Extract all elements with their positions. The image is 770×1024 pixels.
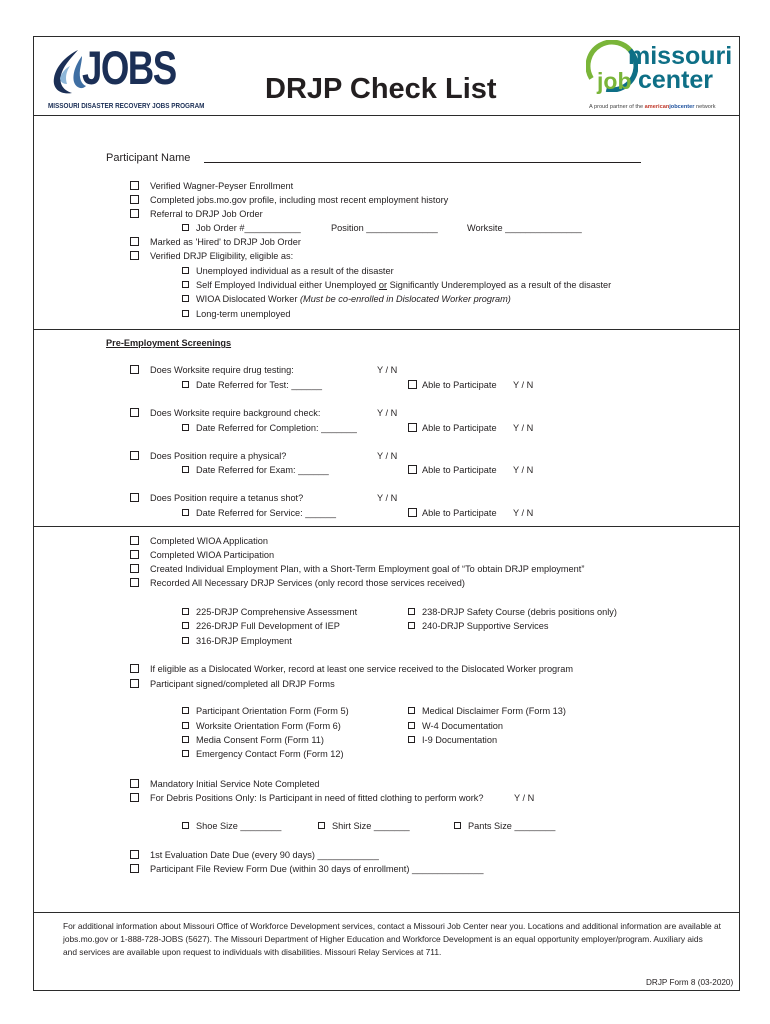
screening-question: Does Position require a physical?: [150, 451, 287, 461]
checkbox[interactable]: [182, 736, 189, 743]
jobs-logo-wordmark: JOBS: [82, 41, 176, 94]
checkbox[interactable]: [130, 365, 139, 374]
form-option: Medical Disclaimer Form (Form 13): [422, 706, 566, 716]
footer-line: For additional information about Missouri Office of Workforce Development services, contact a Missouri Job Center near you. Locations and additional information are available at: [63, 921, 721, 931]
form-option: Emergency Contact Form (Form 12): [196, 749, 344, 759]
date-referred-field[interactable]: Date Referred for Test: ______: [196, 380, 322, 390]
form-option: Worksite Orientation Form (Form 6): [196, 721, 341, 731]
checkbox[interactable]: [182, 224, 189, 231]
position-field[interactable]: Position ______________: [331, 223, 438, 233]
footer-divider: [33, 912, 740, 913]
service-option: 238-DRJP Safety Course (debris positions only): [422, 607, 617, 617]
service-option: 240-DRJP Supportive Services: [422, 621, 549, 631]
service-option: 226-DRJP Full Development of IEP: [196, 621, 340, 631]
yes-no[interactable]: Y / N: [513, 465, 534, 475]
shoe-size-field[interactable]: Shoe Size ________: [196, 821, 282, 831]
section-divider-2: [33, 526, 740, 527]
list-item: Created Individual Employment Plan, with a Short-Term Employment goal of “To obtain DRJP employment”: [150, 564, 585, 574]
checkbox[interactable]: [130, 679, 139, 688]
checkbox[interactable]: [454, 822, 461, 829]
list-item: Completed WIOA Application: [150, 536, 268, 546]
shirt-size-field[interactable]: Shirt Size _______: [332, 821, 410, 831]
checkbox[interactable]: [408, 465, 417, 474]
yes-no[interactable]: Y / N: [377, 493, 398, 503]
checkbox[interactable]: [182, 622, 189, 629]
checkbox[interactable]: [408, 423, 417, 432]
section-divider-1: [33, 329, 740, 330]
page-frame: [33, 36, 740, 991]
eligibility-option: Long-term unemployed: [196, 309, 291, 319]
eligibility-option: Self Employed Individual either Unemployed or Significantly Underemployed as a result of the disaster: [196, 280, 612, 290]
checkbox[interactable]: [408, 736, 415, 743]
yes-no[interactable]: Y / N: [513, 423, 534, 433]
able-to-participate: Able to Participate: [422, 423, 497, 433]
checkbox[interactable]: [318, 822, 325, 829]
section-heading: Pre-Employment Screenings: [106, 338, 232, 348]
logo-word-job: job: [597, 68, 632, 94]
footer-line: jobs.mo.gov or 1-888-728-JOBS (5627). The Missouri Department of Higher Education and Workforce Development is an equal opportunity employer/program. Auxiliary aids: [63, 934, 703, 944]
checkbox[interactable]: [182, 466, 189, 473]
checkbox[interactable]: [182, 509, 189, 516]
able-to-participate: Able to Participate: [422, 380, 497, 390]
worksite-field[interactable]: Worksite _______________: [467, 223, 582, 233]
checkbox[interactable]: [130, 850, 139, 859]
checkbox[interactable]: [182, 822, 189, 829]
yes-no[interactable]: Y / N: [513, 508, 534, 518]
checkbox[interactable]: [130, 564, 139, 573]
yes-no[interactable]: Y / N: [377, 408, 398, 418]
participant-name-field[interactable]: [204, 162, 641, 163]
checkbox[interactable]: [130, 664, 139, 673]
logo-word-center: center: [638, 66, 714, 94]
checkbox[interactable]: [130, 550, 139, 559]
pants-size-field[interactable]: Pants Size ________: [468, 821, 556, 831]
yes-no[interactable]: Y / N: [377, 365, 398, 375]
checkbox[interactable]: [408, 722, 415, 729]
checkbox[interactable]: [130, 181, 139, 190]
date-referred-field[interactable]: Date Referred for Exam: ______: [196, 465, 329, 475]
list-item: For Debris Positions Only: Is Participant in need of fitted clothing to perform work?: [150, 793, 484, 803]
checkbox[interactable]: [130, 578, 139, 587]
missouri-job-center-logo: [586, 40, 736, 112]
screening-question: Does Worksite require drug testing:: [150, 365, 294, 375]
service-option: 316-DRJP Employment: [196, 636, 292, 646]
yes-no[interactable]: Y / N: [377, 451, 398, 461]
list-item: Recorded All Necessary DRJP Services (only record those services received): [150, 578, 465, 588]
checkbox[interactable]: [408, 622, 415, 629]
checkbox[interactable]: [182, 750, 189, 757]
checkbox[interactable]: [182, 295, 189, 302]
checkbox[interactable]: [408, 380, 417, 389]
list-item: Verified Wagner-Peyser Enrollment: [150, 181, 294, 191]
checkbox[interactable]: [182, 267, 189, 274]
checkbox[interactable]: [130, 195, 139, 204]
screening-question: Does Position require a tetanus shot?: [150, 493, 304, 503]
list-item: If eligible as a Dislocated Worker, record at least one service received to the Dislocated Worker program: [150, 664, 573, 674]
checkbox[interactable]: [182, 608, 189, 615]
checkbox[interactable]: [130, 779, 139, 788]
participant-name-label: Participant Name: [106, 152, 191, 164]
list-item: Mandatory Initial Service Note Completed: [150, 779, 320, 789]
logo-tagline: A proud partner of the americanjobcenter network: [589, 104, 716, 110]
checkbox[interactable]: [130, 237, 139, 246]
checkbox[interactable]: [130, 864, 139, 873]
checkbox[interactable]: [182, 722, 189, 729]
checkbox[interactable]: [130, 251, 139, 260]
list-item: Referral to DRJP Job Order: [150, 209, 263, 219]
yes-no[interactable]: Y / N: [513, 380, 534, 390]
checkbox[interactable]: [408, 608, 415, 615]
list-item: Completed jobs.mo.gov profile, including most recent employment history: [150, 195, 449, 205]
page-title: DRJP Check List: [265, 73, 497, 105]
able-to-participate: Able to Participate: [422, 508, 497, 518]
checkbox[interactable]: [182, 381, 189, 388]
job-order-field[interactable]: Job Order #___________: [196, 223, 301, 233]
form-option: W-4 Documentation: [422, 721, 504, 731]
checkbox[interactable]: [130, 493, 139, 502]
list-item: 1st Evaluation Date Due (every 90 days) ____________: [150, 850, 379, 860]
checkbox[interactable]: [130, 536, 139, 545]
form-option: I-9 Documentation: [422, 735, 498, 745]
date-referred-field[interactable]: Date Referred for Completion: _______: [196, 423, 357, 433]
eligibility-option: WIOA Dislocated Worker (Must be co-enrolled in Dislocated Worker program): [196, 294, 511, 304]
able-to-participate: Able to Participate: [422, 465, 497, 475]
checkbox[interactable]: [130, 451, 139, 460]
list-item: Participant File Review Form Due (within 30 days of enrollment) ______________: [150, 864, 484, 874]
list-item: Verified DRJP Eligibility, eligible as:: [150, 251, 294, 261]
form-option: Participant Orientation Form (Form 5): [196, 706, 349, 716]
list-item: Completed WIOA Participation: [150, 550, 275, 560]
checkbox[interactable]: [130, 408, 139, 417]
list-item: Marked as 'Hired' to DRJP Job Order: [150, 237, 301, 247]
form-option: Media Consent Form (Form 11): [196, 735, 324, 745]
checkbox[interactable]: [408, 707, 415, 714]
screening-question: Does Worksite require background check:: [150, 408, 321, 418]
checkbox[interactable]: [182, 310, 189, 317]
eligibility-option: Unemployed individual as a result of the disaster: [196, 266, 394, 276]
checkbox[interactable]: [182, 424, 189, 431]
checkbox[interactable]: [182, 707, 189, 714]
jobs-logo-subtitle: MISSOURI DISASTER RECOVERY JOBS PROGRAM: [48, 101, 205, 110]
checkbox[interactable]: [182, 637, 189, 644]
checkbox[interactable]: [182, 281, 189, 288]
jobs-logo: [48, 41, 205, 110]
form-number: DRJP Form 8 (03-2020): [646, 978, 734, 987]
header-divider: [33, 115, 740, 116]
footer-line: and services are available upon request to individuals with disabilities. Missouri Relay Services at 711.: [63, 947, 442, 957]
date-referred-field[interactable]: Date Referred for Service: ______: [196, 508, 336, 518]
yes-no[interactable]: Y / N: [514, 793, 535, 803]
list-item: Participant signed/completed all DRJP Forms: [150, 679, 335, 689]
checkbox[interactable]: [130, 793, 139, 802]
service-option: 225-DRJP Comprehensive Assessment: [196, 607, 358, 617]
checkbox[interactable]: [408, 508, 417, 517]
logo-word-missouri: missouri: [628, 42, 733, 70]
checkbox[interactable]: [130, 209, 139, 218]
